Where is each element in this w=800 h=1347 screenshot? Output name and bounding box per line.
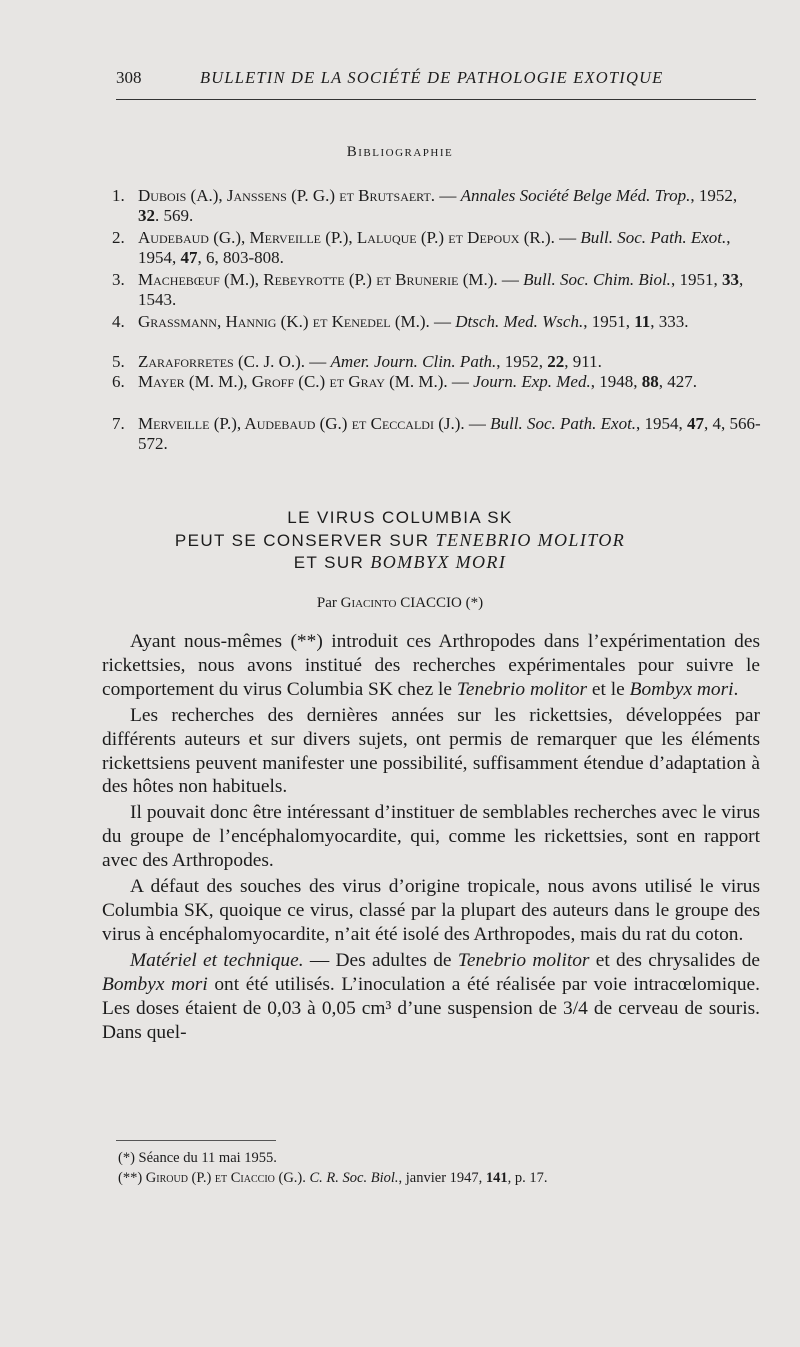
reference-details: , 427. (658, 372, 697, 391)
reference-volume: 88 (641, 372, 659, 391)
article-body (102, 630, 760, 1044)
reference-details: , 1952, (690, 186, 738, 205)
reference-number: 1. (112, 186, 125, 205)
page-number: 308 (116, 68, 142, 87)
reference-number: 5. (112, 352, 125, 371)
reference-source: Amer. Journ. Clin. Path. (330, 352, 497, 371)
article-title-line-3 (0, 552, 800, 573)
species-name: Bombyx mori (629, 678, 734, 700)
paragraph-text: . (733, 678, 739, 700)
section-heading: Matériel et technique. (130, 949, 304, 971)
article-title-line-1: LE VIRUS COLUMBIA SK (287, 508, 513, 527)
footnote-text: , p. 17. (507, 1170, 548, 1186)
reference-authors: Merveille (P.), Audebaud (G.) et Ceccaldi (J.). (138, 414, 465, 433)
reference-authors: Zaraforretes (C. J. O.). (138, 352, 306, 371)
footnote-text: , janvier 1947, (398, 1170, 486, 1186)
reference-dash: — (554, 228, 581, 247)
title-text: ET SUR (293, 553, 371, 572)
byline (0, 595, 800, 612)
reference-details: , 1948, (590, 372, 642, 391)
reference-source: Dtsch. Med. Wsch. (455, 312, 584, 331)
reference-details: , 1952, (496, 352, 548, 371)
species-name: Tenebrio molitor (456, 678, 588, 700)
reference-dash: — (447, 372, 474, 391)
reference-number: 2. (112, 228, 125, 247)
reference-7 (112, 414, 762, 454)
title-species: BOMBYX MORI (370, 552, 507, 572)
reference-authors: Dubois (A.), Janssens (P. G.) et Brutsaert. (138, 186, 436, 205)
paragraph-5 (102, 949, 760, 1045)
reference-authors: Audebaud (G.), Merveille (P.), Laluque (P.) et Depoux (R.). (138, 228, 555, 247)
reference-number: 7. (112, 414, 125, 433)
byline-mark: (*) (461, 595, 484, 611)
reference-details: , 333. (650, 312, 689, 331)
reference-5 (112, 352, 762, 372)
reference-volume: 47 (687, 414, 705, 433)
header-rule (116, 99, 756, 100)
footnote-volume: 141 (485, 1170, 508, 1186)
footnote-2 (118, 1168, 758, 1188)
footnote-rule (116, 1140, 276, 1141)
byline-author: Giacinto CIACCIO (340, 595, 462, 611)
running-head (116, 68, 756, 92)
reference-volume: 33 (721, 270, 739, 289)
species-name: Bombyx mori (102, 973, 208, 995)
footnote-authors: Giroud (P.) et Ciaccio (G.). (145, 1170, 306, 1186)
reference-authors: Grassmann, Hannig (K.) et Kenedel (M.). (138, 312, 430, 331)
reference-details: , 1954, (636, 414, 688, 433)
title-text: PEUT SE CONSERVER SUR (174, 531, 436, 550)
byline-par: Par (316, 595, 341, 611)
reference-source: Journ. Exp. Med. (473, 372, 591, 391)
footnote-source: C. R. Soc. Biol. (309, 1170, 399, 1186)
reference-number: 4. (112, 312, 125, 331)
paragraph-text: Ayant nous-mêmes (**) introduit ces Arthropodes dans l’expérimentation des rickettsies, nous avons institué des recherches expérimentales pour suivre le comportement du virus Columbia SK chez le (102, 631, 760, 700)
reference-number: 6. (112, 372, 125, 391)
article-title-line-2 (0, 530, 800, 551)
footnote-1: (*) Séance du 11 mai 1955. (118, 1150, 277, 1166)
reference-volume: 11 (634, 312, 651, 331)
reference-details: , 6, 803-808. (197, 248, 284, 267)
reference-volume: 32 (138, 206, 155, 225)
reference-number: 3. (112, 270, 125, 289)
reference-volume: 47 (180, 248, 198, 267)
reference-volume: 22 (547, 352, 565, 371)
reference-details: , 1951, (583, 312, 635, 331)
paragraph-text: — Des adultes de (303, 949, 458, 971)
reference-source: Bull. Soc. Path. Exot. (490, 414, 637, 433)
paragraph-text: et des chrysalides de (589, 949, 761, 971)
reference-source: Bull. Soc. Chim. Biol. (523, 270, 671, 289)
paragraph-2: Les recherches des dernières années sur les rickettsies, développées par différents auteurs et sur divers sujets, ont permis de remarquer que les éléments rickettsiens peuvent manifester une possibilité, suffisamment étendue d’adaptation à des hôtes non habituels. (102, 704, 760, 798)
reference-dash: — (497, 270, 524, 289)
paragraph-text: et le (587, 678, 630, 700)
reference-details: , 1954, (138, 228, 731, 267)
reference-details: , 1951, (670, 270, 722, 289)
reference-authors: Machebœuf (M.), Rebeyrotte (P.) et Brunerie (M.). (138, 270, 498, 289)
reference-details: , 4, 566-572. (138, 414, 761, 453)
paragraph-4: A défaut des souches des virus d’origine tropicale, nous avons utilisé le virus Columbia SK, quoique ce virus, classé par la plupart des auteurs dans le groupe des virus à encéphalomyocardite, n’ait été isolé des Arthropodes, mais du rat du coton. (102, 876, 760, 945)
title-species: TENEBRIO MOLITOR (435, 530, 626, 550)
paragraph-text: ont été utilisés. L’inoculation a été réalisée par voie intracœlomique. Les doses étaient de 0,03 à 0,05 cm³ d’une suspension de 3/4 de cerveau de souris. Dans quel- (102, 973, 760, 1043)
footnote-mark: (**) (118, 1170, 146, 1186)
reference-2 (112, 228, 762, 268)
reference-3 (112, 270, 762, 310)
reference-source: Bull. Soc. Path. Exot. (580, 228, 727, 247)
reference-details: , 1543. (138, 270, 744, 309)
paragraph-3: Il pouvait donc être intéressant d’instituer de semblables recherches avec le virus du groupe de l’encéphalomyocardite, qui, comme les rickettsies, sont en rapport avec des Arthropodes. (102, 802, 760, 872)
reference-dash: — (305, 352, 331, 371)
paragraph-1 (102, 630, 760, 702)
species-name: Tenebrio molitor (457, 949, 590, 971)
reference-authors: Mayer (M. M.), Groff (C.) et Gray (M. M.). (138, 372, 448, 391)
reference-dash: — (429, 312, 456, 331)
journal-title: BULLETIN DE LA SOCIÉTÉ DE PATHOLOGIE EXOTIQUE (200, 68, 664, 87)
reference-dash: — (464, 414, 491, 433)
reference-4 (112, 312, 762, 332)
reference-details: . 569. (155, 206, 194, 225)
bibliography-heading: Bibliographie (346, 144, 454, 160)
reference-dash: — (435, 186, 461, 205)
reference-source: Annales Société Belge Méd. Trop. (460, 186, 691, 205)
reference-6 (112, 372, 762, 392)
reference-1 (112, 186, 762, 226)
reference-details: , 911. (564, 352, 602, 371)
